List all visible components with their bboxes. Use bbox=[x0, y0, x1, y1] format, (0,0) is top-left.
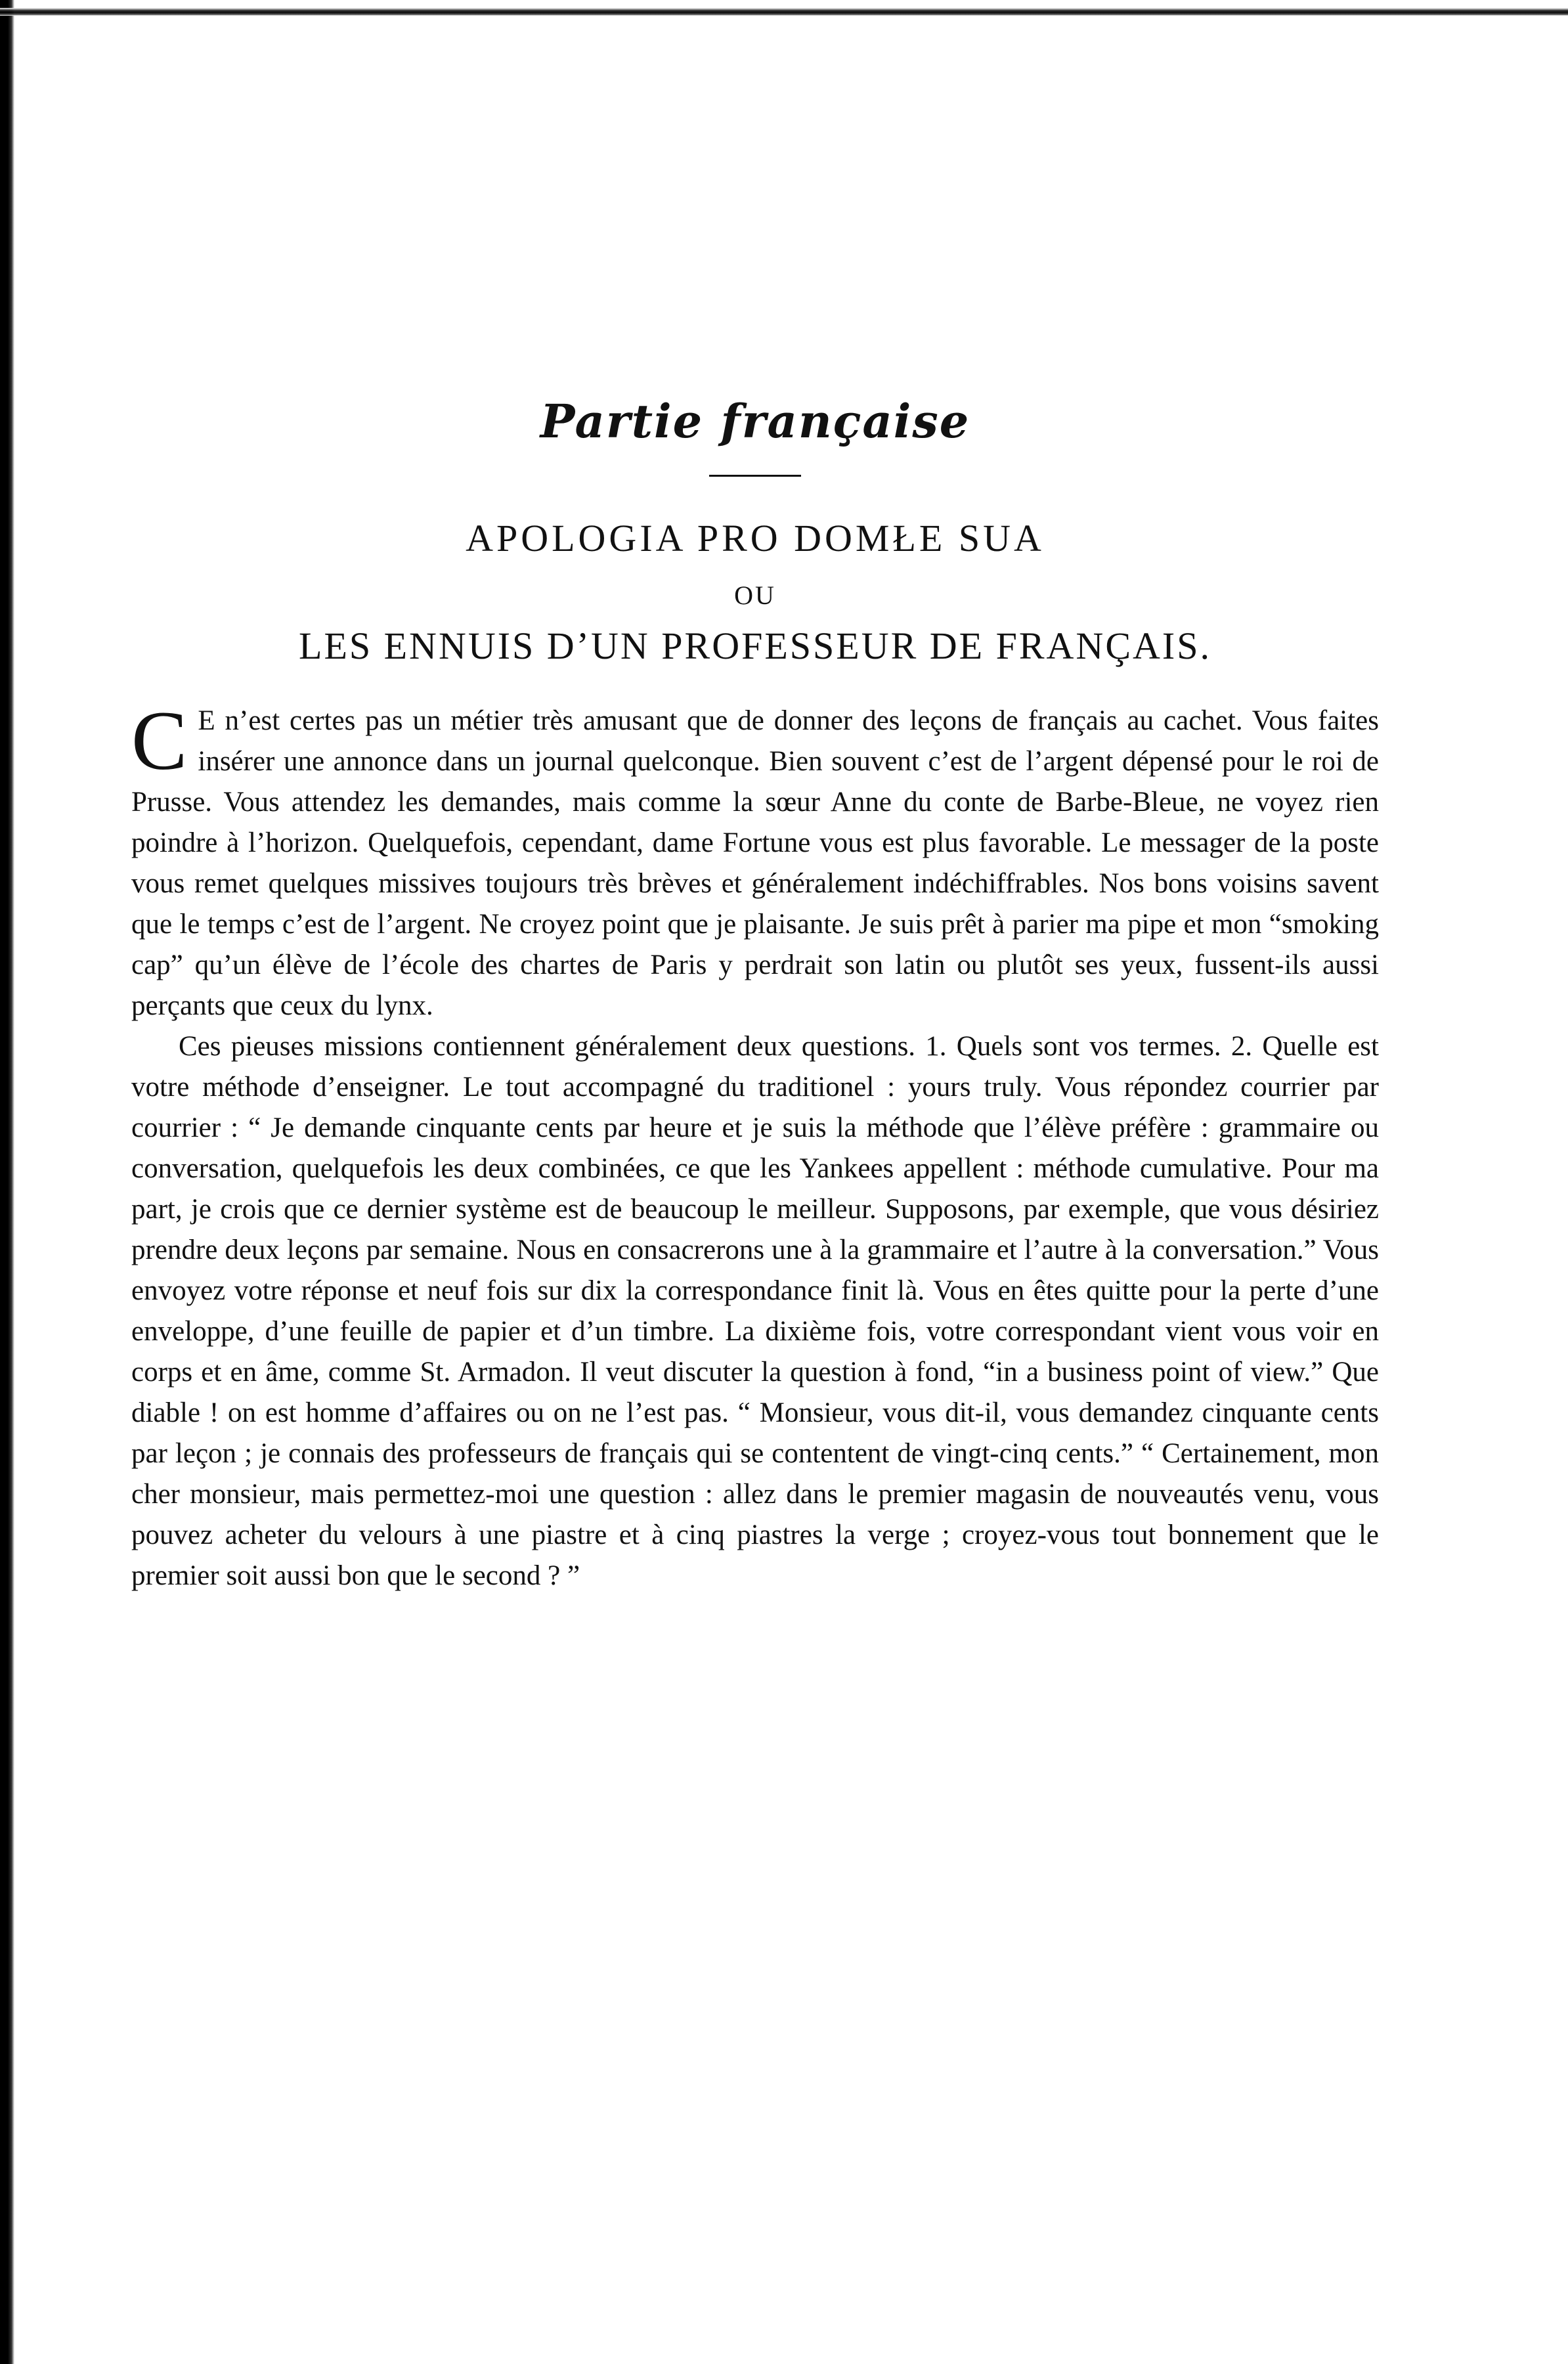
article-title: APOLOGIA PRO DOMŁE SUA bbox=[466, 517, 1045, 559]
scan-edge-left bbox=[0, 0, 14, 2364]
article-body bbox=[131, 694, 1379, 1596]
drop-cap: C bbox=[131, 694, 188, 787]
section-title: Partie française bbox=[540, 394, 970, 449]
article-conjunction: OU bbox=[734, 580, 776, 610]
title-divider bbox=[709, 475, 801, 477]
paragraph-1 bbox=[131, 694, 1379, 1026]
document-page bbox=[131, 394, 1379, 1596]
article-subtitle: LES ENNUIS D’UN PROFESSEUR DE FRANÇAIS. bbox=[299, 624, 1211, 667]
paragraph-1-text: E n’est certes pas un métier très amusant que de donner des leçons de français au cachet. Vous faites insérer une annonce dans un journal quelconque. Bien souvent c’est de l’argent dépensé pour le roi de Prusse. Vous attendez les demandes, mais comme la sœur Anne du conte de Barbe-Bleue, ne voyez rien poindre à l’horizon. Quelquefois, cependant, dame Fortune vous est plus favorable. Le messager de la poste vous remet quelques missives toujours très brèves et généralement indéchiffrables. Nos bons voisins savent que le temps c’est de l’argent. Ne croyez point que je plaisante. Je suis prêt à parier ma pipe et mon “smoking cap” qu’un élève de l’école des chartes de Paris y perdrait son latin ou plutôt ses yeux, fussent-ils aussi perçants que ceux du lynx. bbox=[131, 705, 1379, 1021]
paragraph-2: Ces pieuses missions contiennent généralement deux questions. 1. Quels sont vos termes. 2. Quelle est votre méthode d’enseigner. Le tout accompagné du traditionel : yours truly. Vous répondez courrier par courrier : “ Je demande cinquante cents par heure et je suis la méthode que l’élève préfère : grammaire ou conversation, quelquefois les deux combinées, ce que les Yankees appellent : méthode cumulative. Pour ma part, je crois que ce dernier système est de beaucoup le meilleur. Supposons, par exemple, que vous désiriez prendre deux leçons par semaine. Nous en consacrerons une à la grammaire et l’autre à la conversation.” Vous envoyez votre réponse et neuf fois sur dix la correspondance finit là. Vous en êtes quitte pour la perte d’une enveloppe, d’une feuille de papier et d’un timbre. La dixième fois, votre correspondant vient vous voir en corps et en âme, comme St. Armadon. Il veut discuter la question à fond, “in a business point of view.” Que diable ! on est homme d’affaires ou on ne l’est pas. “ Monsieur, vous dit-il, vous demandez cinquante cents par leçon ; je connais des professeurs de français qui se contentent de vingt-cinq cents.” “ Certainement, mon cher monsieur, mais permettez-moi une question : allez dans le premier magasin de nouveautés venu, vous pouvez acheter du velours à une piastre et à cinq piastres la verge ; croyez-vous tout bonnement que le premier soit aussi bon que le second ? ” bbox=[131, 1031, 1379, 1591]
scan-edge-top bbox=[0, 8, 1568, 16]
